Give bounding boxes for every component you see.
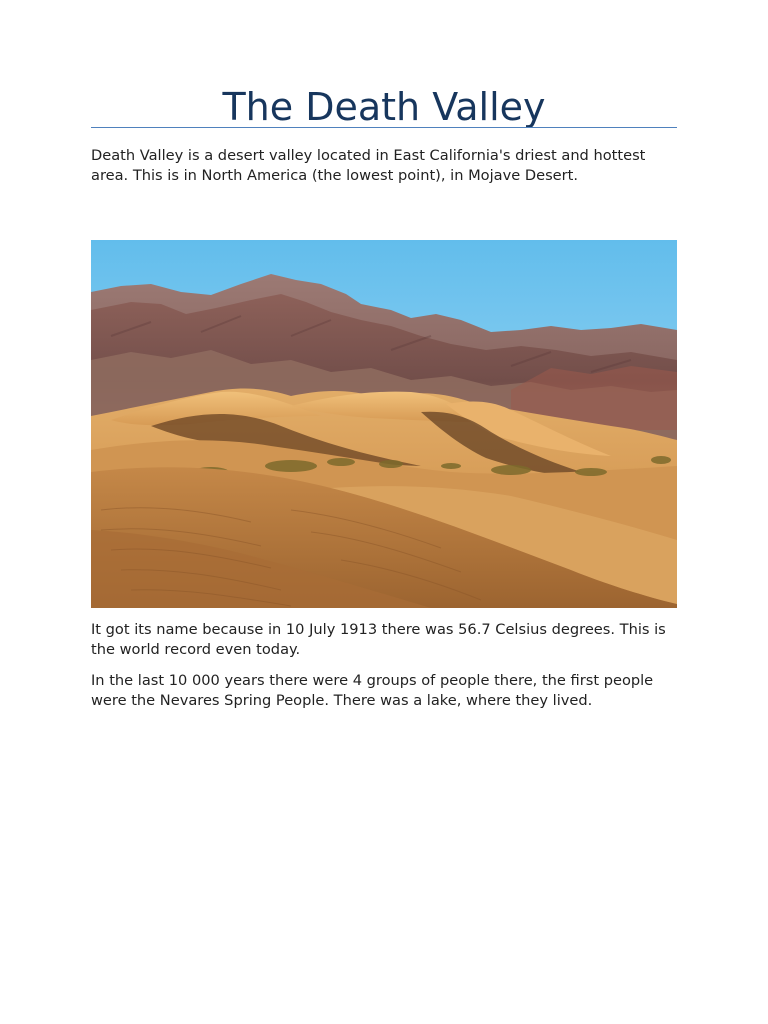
history-paragraph: In the last 10 000 years there were 4 groups of people there, the first people were the Nevares Spring People. There was a lake, where they lived. (91, 672, 654, 709)
name-origin-paragraph: It got its name because in 10 July 1913 there was 56.7 Celsius degrees. This is the world record even today. (91, 621, 666, 658)
title-underline (91, 127, 677, 128)
page-title: The Death Valley (222, 85, 546, 129)
intro-paragraph: Death Valley is a desert valley located in East California's driest and hottest area. This is in North America (the lowest point), in Mojave Desert. (91, 147, 646, 184)
desert-dunes-photo (91, 240, 677, 608)
